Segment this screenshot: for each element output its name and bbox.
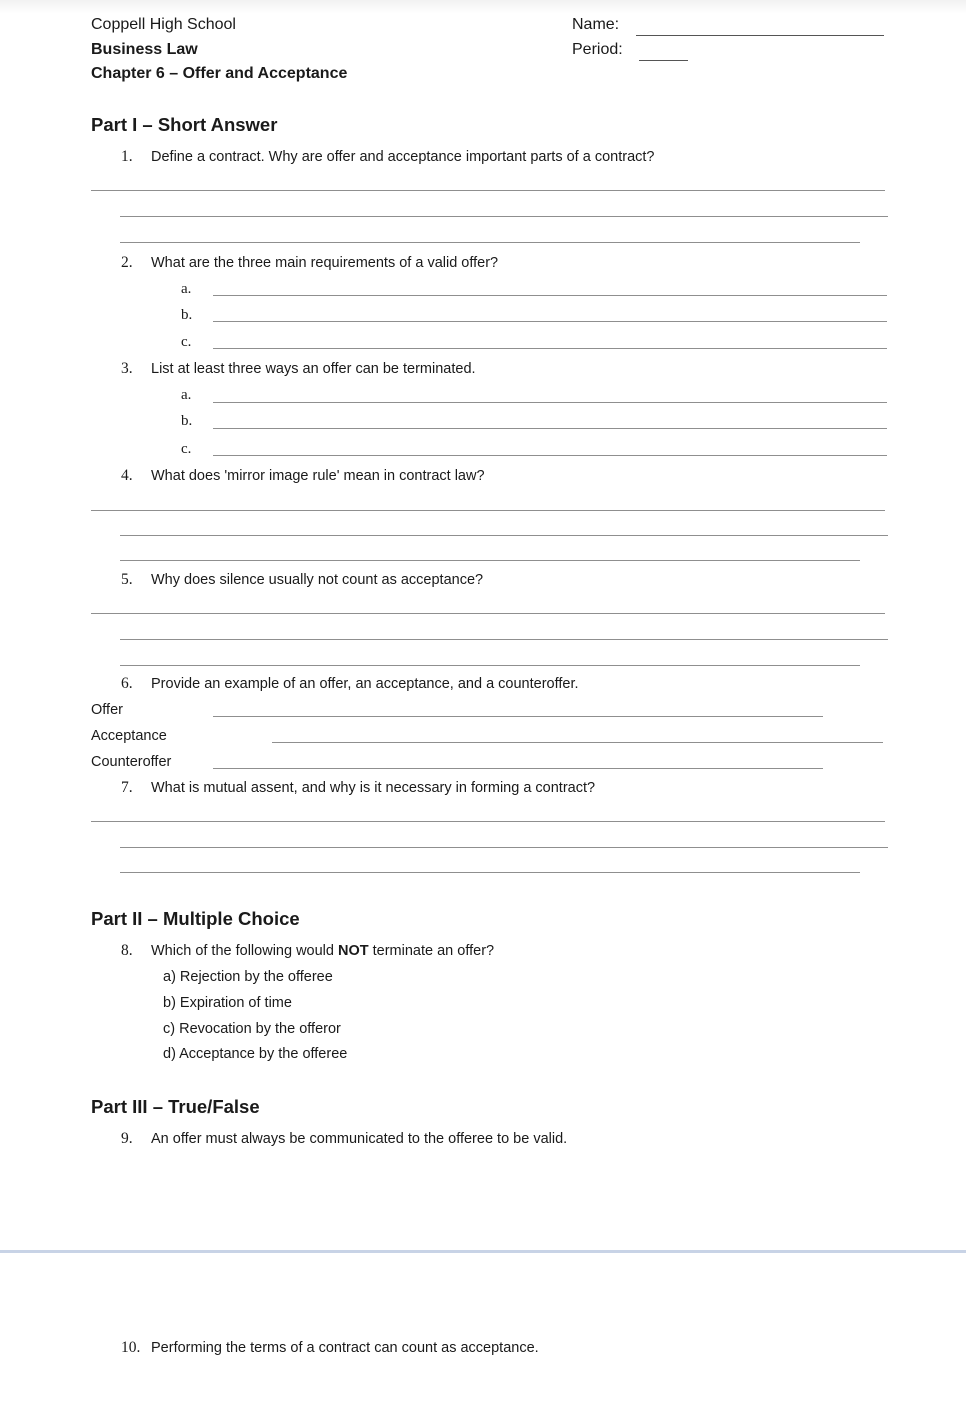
- question-1-text: Define a contract. Why are offer and acceptance important parts of a contract?: [151, 149, 655, 165]
- acceptance-label: Acceptance: [91, 728, 167, 744]
- question-number: 9.: [121, 1130, 133, 1147]
- answer-line[interactable]: [120, 560, 860, 561]
- part2-title: Part II – Multiple Choice: [91, 908, 300, 929]
- acceptance-answer-line[interactable]: [272, 742, 883, 743]
- answer-line[interactable]: [213, 348, 887, 349]
- item-letter: a.: [181, 387, 192, 403]
- counteroffer-label: Counteroffer: [91, 754, 172, 770]
- answer-line[interactable]: [91, 821, 885, 822]
- answer-line[interactable]: [120, 216, 888, 217]
- answer-line[interactable]: [91, 613, 885, 614]
- period-label: Period:: [572, 41, 623, 58]
- name-field[interactable]: [636, 35, 884, 36]
- question-number: 4.: [121, 467, 133, 484]
- question-8-text-end: terminate an offer?: [368, 943, 495, 959]
- question-number: 2.: [121, 254, 133, 271]
- item-letter: b.: [181, 413, 193, 429]
- question-7-text: What is mutual assent, and why is it necessary in forming a contract?: [151, 780, 596, 796]
- question-4-text: What does 'mirror image rule' mean in contract law?: [151, 468, 485, 484]
- question-number: 5.: [121, 571, 133, 588]
- name-label: Name:: [572, 16, 620, 33]
- course-name: Business Law: [91, 41, 198, 58]
- question-number: 10.: [121, 1339, 141, 1356]
- counteroffer-answer-line[interactable]: [213, 768, 823, 769]
- part1-title: Part I – Short Answer: [91, 114, 278, 135]
- school-name: Coppell High School: [91, 16, 236, 33]
- chapter-title: Chapter 6 – Offer and Acceptance: [91, 65, 348, 82]
- answer-line[interactable]: [213, 428, 887, 429]
- answer-line[interactable]: [213, 455, 887, 456]
- question-number: 1.: [121, 148, 133, 165]
- question-8-emphasis: NOT: [338, 943, 369, 959]
- question-8-text-start: Which of the following would: [151, 943, 338, 959]
- question-number: 3.: [121, 360, 133, 377]
- answer-line[interactable]: [120, 847, 888, 848]
- question-number: 6.: [121, 675, 133, 692]
- answer-line[interactable]: [120, 872, 860, 873]
- choice-a[interactable]: a) Rejection by the offeree: [163, 969, 333, 985]
- question-number: 7.: [121, 779, 133, 796]
- question-9-text: An offer must always be communicated to the offeree to be valid.: [151, 1131, 568, 1147]
- answer-line[interactable]: [213, 402, 887, 403]
- question-6-text: Provide an example of an offer, an acceptance, and a counteroffer.: [151, 676, 579, 692]
- question-number: 8.: [121, 942, 133, 959]
- top-shadow: [0, 0, 966, 14]
- answer-line[interactable]: [91, 510, 885, 511]
- question-5-text: Why does silence usually not count as acceptance?: [151, 572, 484, 588]
- item-letter: c.: [181, 334, 192, 350]
- item-letter: c.: [181, 441, 192, 457]
- offer-answer-line[interactable]: [213, 716, 823, 717]
- answer-line[interactable]: [120, 535, 888, 536]
- item-letter: b.: [181, 307, 193, 323]
- choice-c[interactable]: c) Revocation by the offeror: [163, 1021, 341, 1037]
- question-8-text: [151, 943, 494, 959]
- page-break-divider: [0, 1250, 966, 1253]
- offer-label: Offer: [91, 702, 123, 718]
- answer-line[interactable]: [120, 242, 860, 243]
- choice-d[interactable]: d) Acceptance by the offeree: [163, 1046, 348, 1062]
- answer-line[interactable]: [91, 190, 885, 191]
- question-2-text: What are the three main requirements of a valid offer?: [151, 255, 499, 271]
- answer-line[interactable]: [120, 665, 860, 666]
- part3-title: Part III – True/False: [91, 1096, 260, 1117]
- item-letter: a.: [181, 281, 192, 297]
- period-field[interactable]: [639, 60, 688, 61]
- question-10-text: Performing the terms of a contract can count as acceptance.: [151, 1340, 539, 1356]
- answer-line[interactable]: [213, 295, 887, 296]
- choice-b[interactable]: b) Expiration of time: [163, 995, 292, 1011]
- answer-line[interactable]: [120, 639, 888, 640]
- question-3-text: List at least three ways an offer can be terminated.: [151, 361, 476, 377]
- answer-line[interactable]: [213, 321, 887, 322]
